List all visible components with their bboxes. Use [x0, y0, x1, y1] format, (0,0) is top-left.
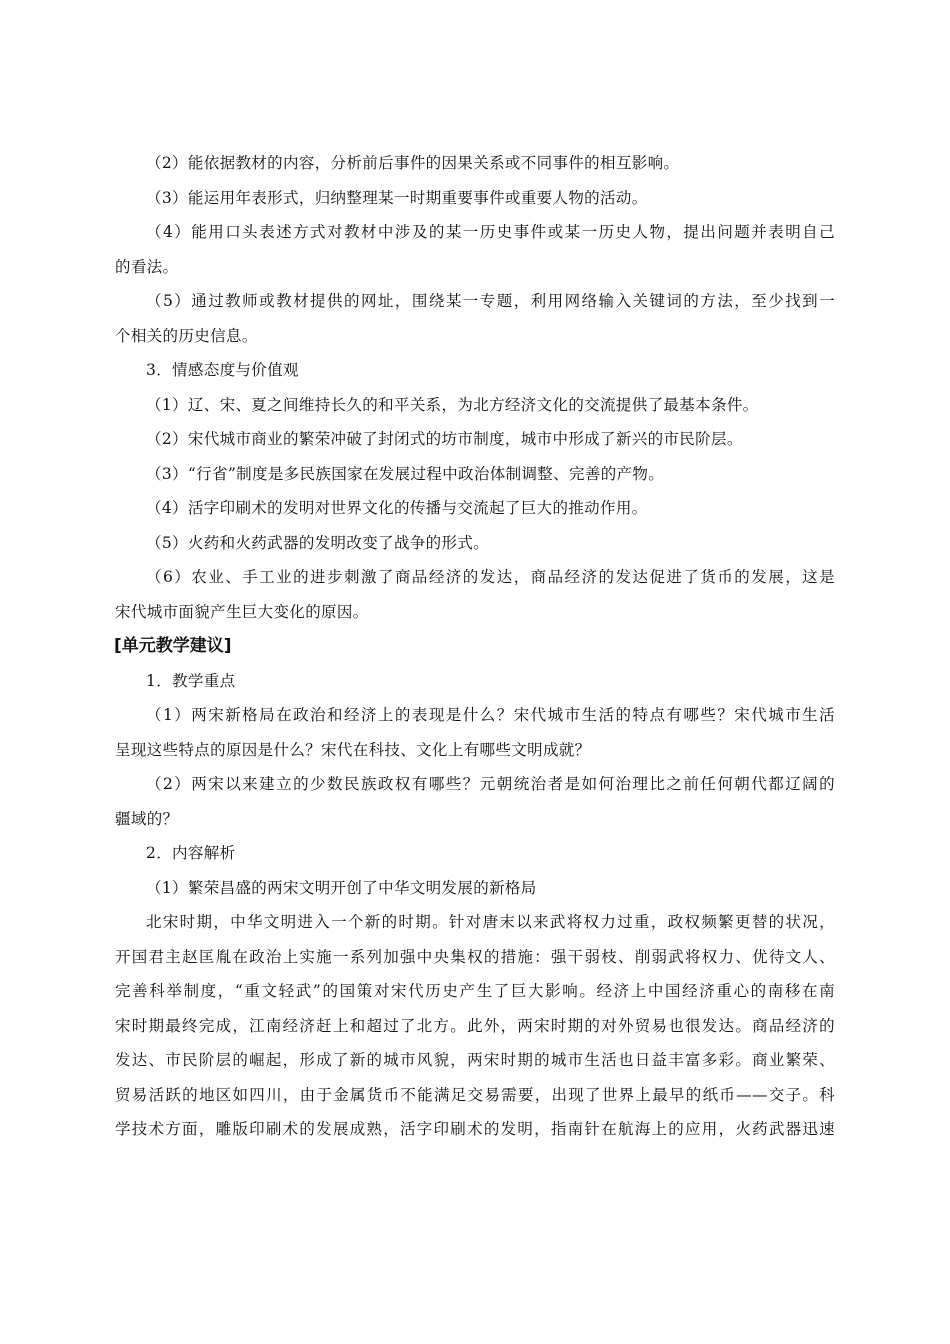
subsection-title: 2．内容解析 — [146, 844, 236, 862]
text-line: （2）宋代城市商业的繁荣冲破了封闭式的坊市制度，城市中形成了新兴的市民阶层。 — [146, 430, 743, 448]
paragraph-line: 发达、市民阶层的崛起，形成了新的城市风貌，两宋时期的城市生活也日益丰富多彩。商业繁荣、 — [115, 1051, 835, 1069]
text-line: （3）“行省”制度是多民族国家在发展过程中政治体制调整、完善的产物。 — [146, 464, 665, 483]
text-line: （3）能运用年表形式，归纳整理某一时期重要事件或重要人物的活动。 — [146, 188, 648, 207]
text-line: 呈现这些特点的原因是什么？宋代在科技、文化上有哪些文明成就？ — [115, 740, 591, 759]
text-line: 的看法。 — [115, 257, 179, 276]
paragraph-line: 完善科举制度，“重文轻武”的国策对宋代历史产生了巨大影响。经济上中国经济重心的南移在南 — [115, 982, 835, 1000]
paragraph-line: 学技术方面，雕版印刷术的发展成熟，活字印刷术的发明，指南针在航海上的应用，火药武器迅速 — [115, 1120, 835, 1138]
text-line: （2）两宋以来建立的少数民族政权有哪些？元朝统治者是如何治理比之前任何朝代都辽阔的 — [146, 775, 835, 793]
text-line: （2）能依据教材的内容，分析前后事件的因果关系或不同事件的相互影响。 — [146, 154, 680, 172]
subsection-title: 1．教学重点 — [146, 671, 236, 690]
text-line: （1）两宋新格局在政治和经济上的表现是什么？宋代城市生活的特点有哪些？宋代城市生活 — [146, 706, 835, 724]
text-line: （1）辽、宋、夏之间维持长久的和平关系，为北方经济文化的交流提供了最基本条件。 — [146, 395, 759, 414]
subsection-title: 3．情感态度与价值观 — [146, 361, 299, 379]
document-body — [115, 146, 835, 1147]
paragraph-line: 贸易活跃的地区如四川，由于金属货币不能满足交易需要，出现了世界上最早的纸币——交子。科 — [115, 1085, 835, 1104]
text-line: （4）活字印刷术的发明对世界文化的传播与交流起了巨大的推动作用。 — [146, 499, 648, 517]
text-line: （6）农业、手工业的进步刺激了商品经济的发达，商品经济的发达促进了货币的发展，这是 — [146, 568, 835, 586]
text-line: 个相关的历史信息。 — [115, 326, 258, 345]
text-line: （4）能用口头表述方式对教材中涉及的某一历史事件或某一历史人物，提出问题并表明自己 — [146, 223, 835, 241]
text-line: （1）繁荣昌盛的两宋文明开创了中华文明发展的新格局 — [146, 878, 537, 897]
text-line: （5）通过教师或教材提供的网址，围绕某一专题，利用网络输入关键词的方法，至少找到一 — [146, 292, 835, 310]
text-line: 宋代城市面貌产生巨大变化的原因。 — [115, 602, 369, 621]
paragraph-line: 宋时期最终完成，江南经济赶上和超过了北方。此外，两宋时期的对外贸易也很发达。商品经济的 — [115, 1016, 835, 1035]
text-line: （5）火药和火药武器的发明改变了战争的形式。 — [146, 533, 490, 552]
paragraph-line: 开国君主赵匡胤在政治上实施一系列加强中央集权的措施：强干弱枝、削弱武将权力、优待文人、 — [115, 947, 835, 966]
text-line: 疆域的？ — [115, 809, 179, 828]
section-heading: [单元教学建议] — [114, 636, 232, 656]
paragraph-line: 北宋时期，中华文明进入一个新的时期。针对唐末以来武将权力过重，政权频繁更替的状况， — [146, 913, 835, 931]
